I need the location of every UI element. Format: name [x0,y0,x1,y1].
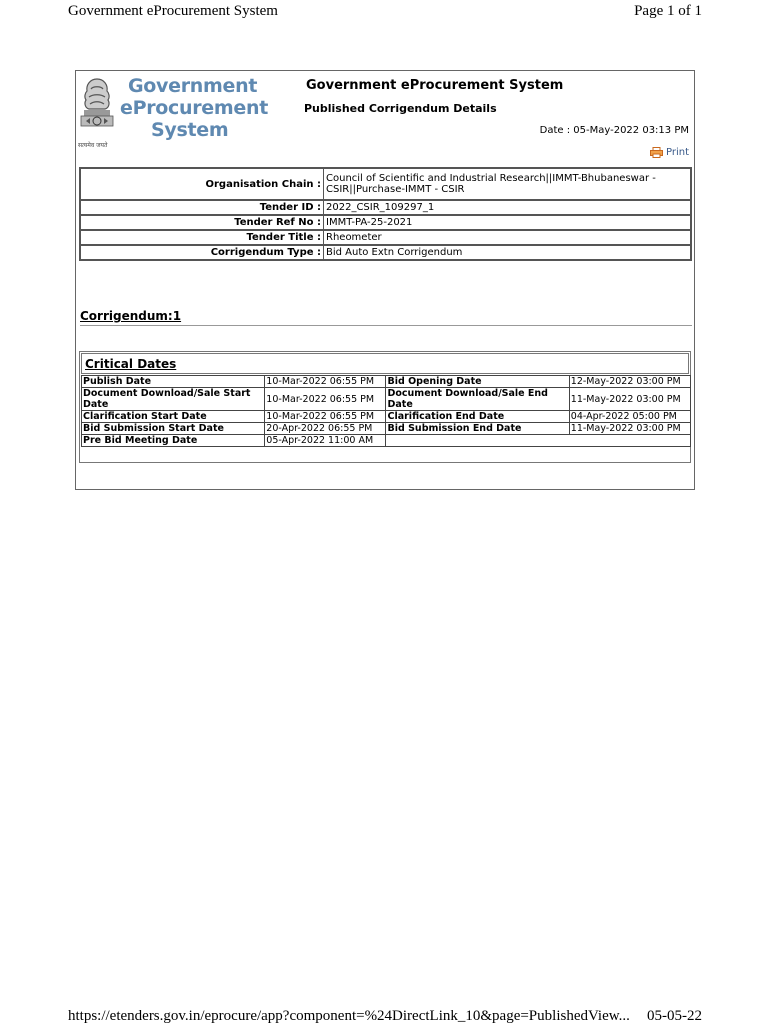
corrigendum-type-label: Corrigendum Type : [80,245,324,260]
logo-line-2: eProcurement [120,97,268,119]
table-row [80,245,691,260]
page-subtitle: Published Corrigendum Details [304,102,497,115]
organisation-chain-label: Organisation Chain : [80,168,324,200]
corrigendum-heading: Corrigendum:1 [80,309,692,326]
date-label: Publish Date [82,376,265,388]
logo-text [120,75,268,141]
page-title: Government eProcurement System [306,78,564,93]
date-value: 10-Mar-2022 06:55 PM [265,411,386,423]
date-label: Bid Submission Start Date [82,423,265,435]
critical-dates-section [79,351,691,463]
tender-ref-label: Tender Ref No : [80,215,324,230]
gepp-logo [76,71,276,161]
critical-dates-heading: Critical Dates [81,353,689,374]
logo-line-3: System [151,119,229,141]
date-value: 04-Apr-2022 05:00 PM [569,411,690,423]
print-label: Print [665,147,689,158]
printer-icon [650,147,663,158]
emblem-caption: सत्यमेव जयते [78,142,108,149]
critical-dates-table [81,375,691,447]
table-row [82,388,691,411]
report-date: Date : 05-May-2022 03:13 PM [539,125,689,136]
tender-title-label: Tender Title : [80,230,324,245]
tender-title-value: Rheometer [324,230,692,245]
tender-ref-value: IMMT-PA-25-2021 [324,215,692,230]
table-row [80,230,691,245]
print-button[interactable] [650,147,689,158]
tender-id-value: 2022_CSIR_109297_1 [324,200,692,215]
national-emblem-icon [76,75,118,147]
date-value: 11-May-2022 03:00 PM [569,388,690,411]
corrigendum-type-value: Bid Auto Extn Corrigendum [324,245,692,260]
date-label: Bid Opening Date [386,376,569,388]
empty-cell [386,435,691,447]
tender-info-table [79,167,692,261]
table-row [82,376,691,388]
date-label: Document Download/Sale Start Date [82,388,265,411]
date-label: Clarification Start Date [82,411,265,423]
table-row [82,411,691,423]
organisation-chain-value: Council of Scientific and Industrial Research||IMMT-Bhubaneswar - CSIR||Purchase-IMMT - CSIR [324,168,692,200]
date-label: Pre Bid Meeting Date [82,435,265,447]
date-label: Clarification End Date [386,411,569,423]
table-row [80,200,691,215]
date-value: 11-May-2022 03:00 PM [569,423,690,435]
table-row [80,215,691,230]
table-row [80,168,691,200]
page-url: https://etenders.gov.in/eprocure/app?component=%24DirectLink_10&page=PublishedView... [68,1007,630,1024]
date-value: 10-Mar-2022 06:55 PM [265,376,386,388]
tender-id-label: Tender ID : [80,200,324,215]
table-row [82,435,691,447]
date-value: 12-May-2022 03:00 PM [569,376,690,388]
date-value: 20-Apr-2022 06:55 PM [265,423,386,435]
date-label: Bid Submission End Date [386,423,569,435]
print-header-title: Government eProcurement System [68,2,278,19]
date-value: 05-Apr-2022 11:00 AM [265,435,386,447]
logo-line-1: Government [128,75,258,97]
corrigendum-frame [75,70,695,490]
print-header-page: Page 1 of 1 [634,2,702,19]
print-date: 05-05-22 [647,1007,702,1024]
date-label: Document Download/Sale End Date [386,388,569,411]
print-header [68,0,702,22]
date-value: 10-Mar-2022 06:55 PM [265,388,386,411]
table-row [82,423,691,435]
